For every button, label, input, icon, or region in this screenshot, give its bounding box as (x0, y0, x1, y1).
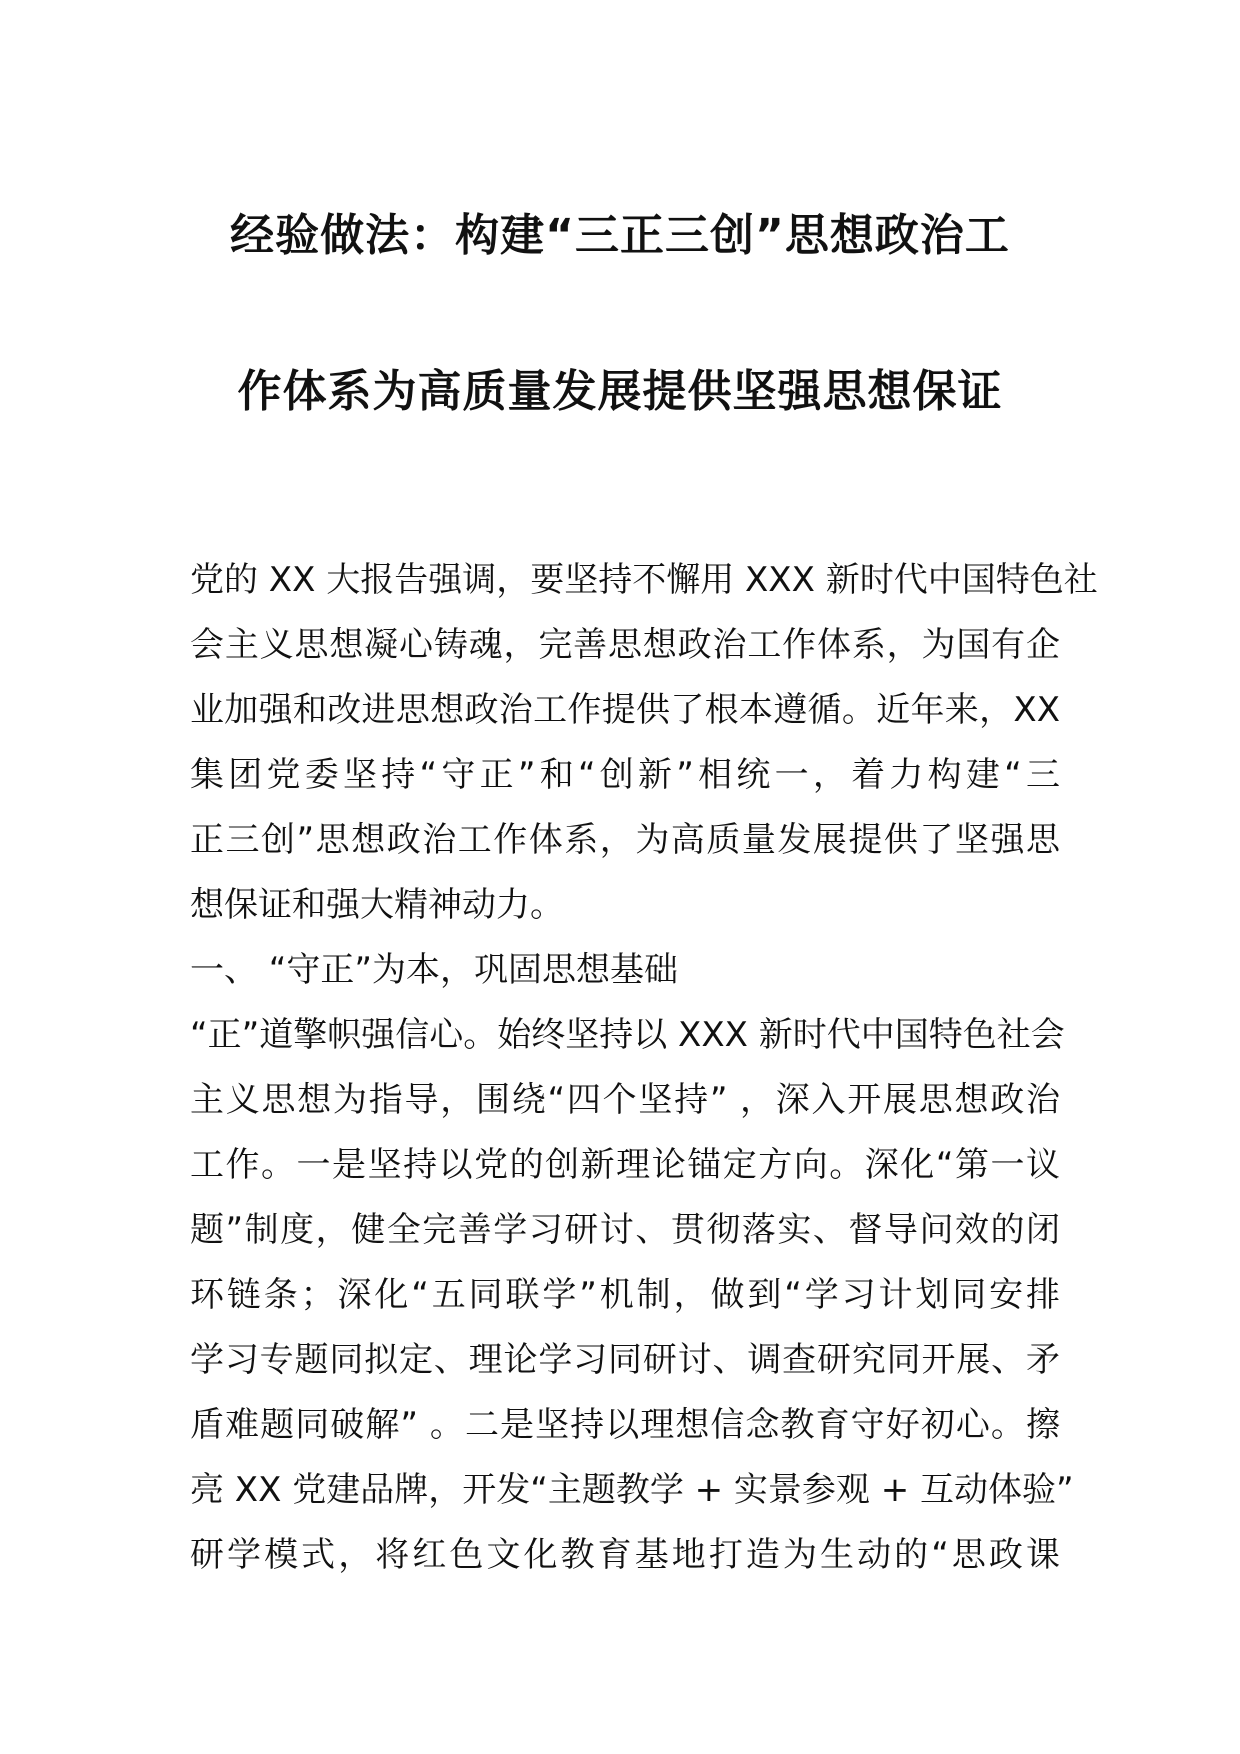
text-line: 盾难题同破解” 。二是坚持以理想信念教育守好初心。擦 (190, 1405, 1060, 1445)
text-line: 题”制度，健全完善学习研讨、贯彻落实、督导问效的闭 (190, 1210, 1060, 1250)
text-line: 党的 XX 大报告强调，要坚持不懈用 XXX 新时代中国特色社 (190, 560, 1098, 600)
section-heading: 一、 “守正”为本，巩固思想基础 (190, 950, 679, 990)
document-body (190, 548, 1098, 1588)
paragraph-intro (190, 548, 1098, 938)
document-title-line-2: 作体系为高质量发展提供坚强思想保证 (237, 366, 1003, 417)
document-title-line-1: 经验做法：构建“三正三创”思想政治工 (230, 210, 1010, 261)
text-line: 环链条；深化“五同联学”机制，做到“学习计划同安排 (190, 1275, 1060, 1315)
text-line: 集团党委坚持“守正”和“创新”相统一，着力构建“三 (190, 755, 1060, 795)
text-line: 想保证和强大精神动力。 (190, 885, 564, 925)
paragraph-section-1 (190, 1003, 1074, 1588)
text-line: 学习专题同拟定、理论学习同研讨、调查研究同开展、矛 (190, 1340, 1060, 1380)
text-line: 主义思想为指导，围绕“四个坚持” ，深入开展思想政治 (190, 1080, 1060, 1120)
text-line: “正”道擎帜强信心。始终坚持以 XXX 新时代中国特色社会 (190, 1015, 1065, 1055)
text-line: 工作。一是坚持以党的创新理论锚定方向。深化“第一议 (190, 1145, 1060, 1185)
text-line: 会主义思想凝心铸魂，完善思想政治工作体系，为国有企 (190, 625, 1060, 665)
text-line: 研学模式，将红色文化教育基地打造为生动的“思政课 (190, 1535, 1060, 1575)
text-line: 正三创”思想政治工作体系，为高质量发展提供了坚强思 (190, 820, 1060, 860)
text-line: 业加强和改进思想政治工作提供了根本遵循。近年来，XX (190, 690, 1060, 730)
text-line: 亮 XX 党建品牌，开发“主题教学 + 实景参观 + 互动体验” (190, 1470, 1074, 1510)
